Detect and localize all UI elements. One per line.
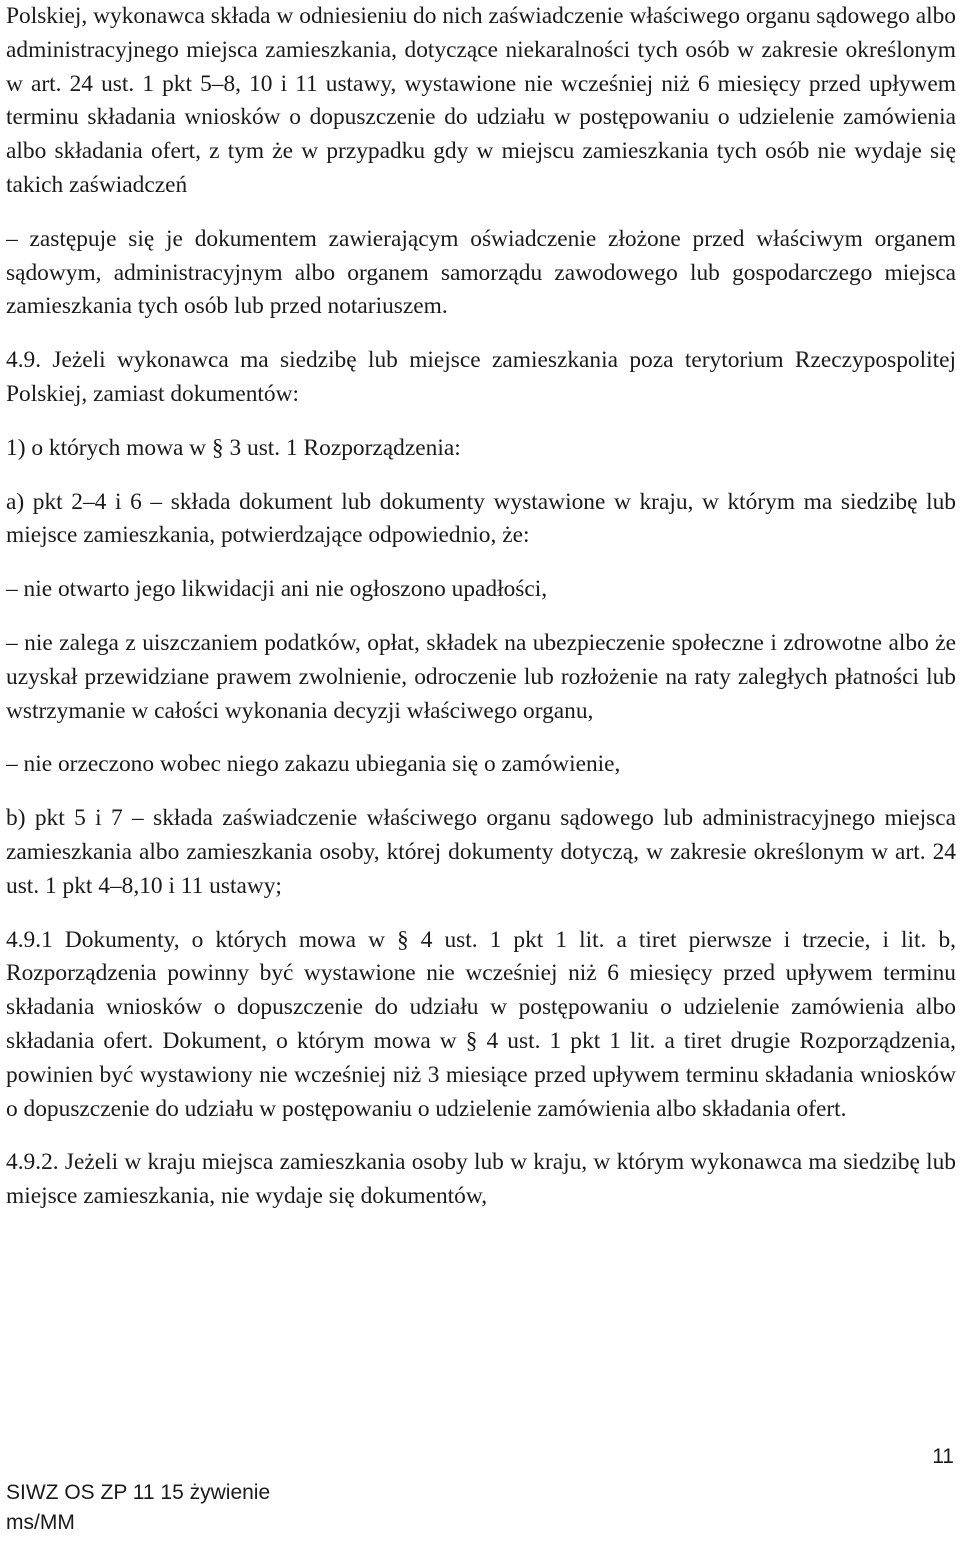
footer-initials: ms/MM [6,1511,75,1534]
paragraph-intro-continuation: Polskiej, wykonawca składa w odniesieniu do nich zaświadczenie właściwego organu sądowego albo administracyjnego miejsca zamieszkania, dotyczące niekaralności tych osób w zakresie określonym w art. 24 ust. 1 pkt 5–8, 10 i 11 ustawy, wystawione nie wcześniej niż 6 miesięcy przed upływem terminu składania wniosków o dopuszczenie do udziału w postępowaniu o udzielenie zamówienia albo składania ofert, z tym że w przypadku gdy w miejscu zamieszkania tych osób nie wydaje się takich zaświadczeń [6,3,956,198]
paragraph-item-b: b) pkt 5 i 7 – składa zaświadczenie właściwego organu sądowego lub administracyjnego miejsca zamieszkania albo zamieszkania osoby, której dokumenty dotyczą, w zakresie określonym w art. 24 ust. 1 pkt 4–8,10 i 11 ustawy; [6,805,956,899]
footer [6,1478,270,1538]
paragraph-item-a: a) pkt 2–4 i 6 – składa dokument lub dokumenty wystawione w kraju, w którym ma siedzibę lub miejsce zamieszkania, potwierdzające odpowiednio, że: [6,488,956,549]
paragraph-dash-ban: – nie orzeczono wobec niego zakazu ubiegania się o zamówienie, [6,751,621,778]
page-number: 11 [932,1445,954,1468]
paragraph-dash-replacement: – zastępuje się je dokumentem zawierającym oświadczenie złożone przed właściwym organem sądowym, administracyjnym albo organem samorządu zawodowego lub gospodarczego miejsca zamieszkania tych osób lub przed notariuszem. [6,225,956,320]
paragraph-section-4-9: 4.9. Jeżeli wykonawca ma siedzibę lub miejsce zamieszkania poza terytorium Rzeczypospolitej Polskiej, zamiast dokumentów: [6,347,956,407]
paragraph-dash-liquidation: – nie otwarto jego likwidacji ani nie ogłoszono upadłości, [6,576,548,603]
paragraph-item-1: 1) o których mowa w § 3 ust. 1 Rozporządzenia: [6,434,461,461]
paragraph-section-4-9-2: 4.9.2. Jeżeli w kraju miejsca zamieszkania osoby lub w kraju, w którym wykonawca ma siedzibę lub miejsce zamieszkania, nie wydaje się dokumentów, [6,1149,956,1210]
footer-document-id: SIWZ OS ZP 11 15 żywienie [6,1481,271,1504]
document-body [6,0,956,1214]
paragraph-section-4-9-1: 4.9.1 Dokumenty, o których mowa w § 4 ust. 1 pkt 1 lit. a tiret pierwsze i trzecie, i lit. b, Rozporządzenia powinny być wystawione nie wcześniej niż 6 miesięcy przed upływem terminu składania wniosków o dopuszczenie do udziału w postępowaniu o udzielenie zamówienia albo składania ofert. Dokument, o którym mowa w § 4 ust. 1 pkt 1 lit. a tiret drugie Rozporządzenia, powinien być wystawiony nie wcześniej niż 3 miesiące przed upływem terminu składania wniosków o dopuszczenie do udziału w postępowaniu o udzielenie zamówienia albo składania ofert. [6,926,956,1122]
paragraph-dash-taxes: – nie zalega z uiszczaniem podatków, opłat, składek na ubezpieczenie społeczne i zdrowotne albo że uzyskał przewidziane prawem zwolnienie, odroczenie lub rozłożenie na raty zaległych płatności lub wstrzymanie w całości wykonania decyzji właściwego organu, [6,629,956,724]
